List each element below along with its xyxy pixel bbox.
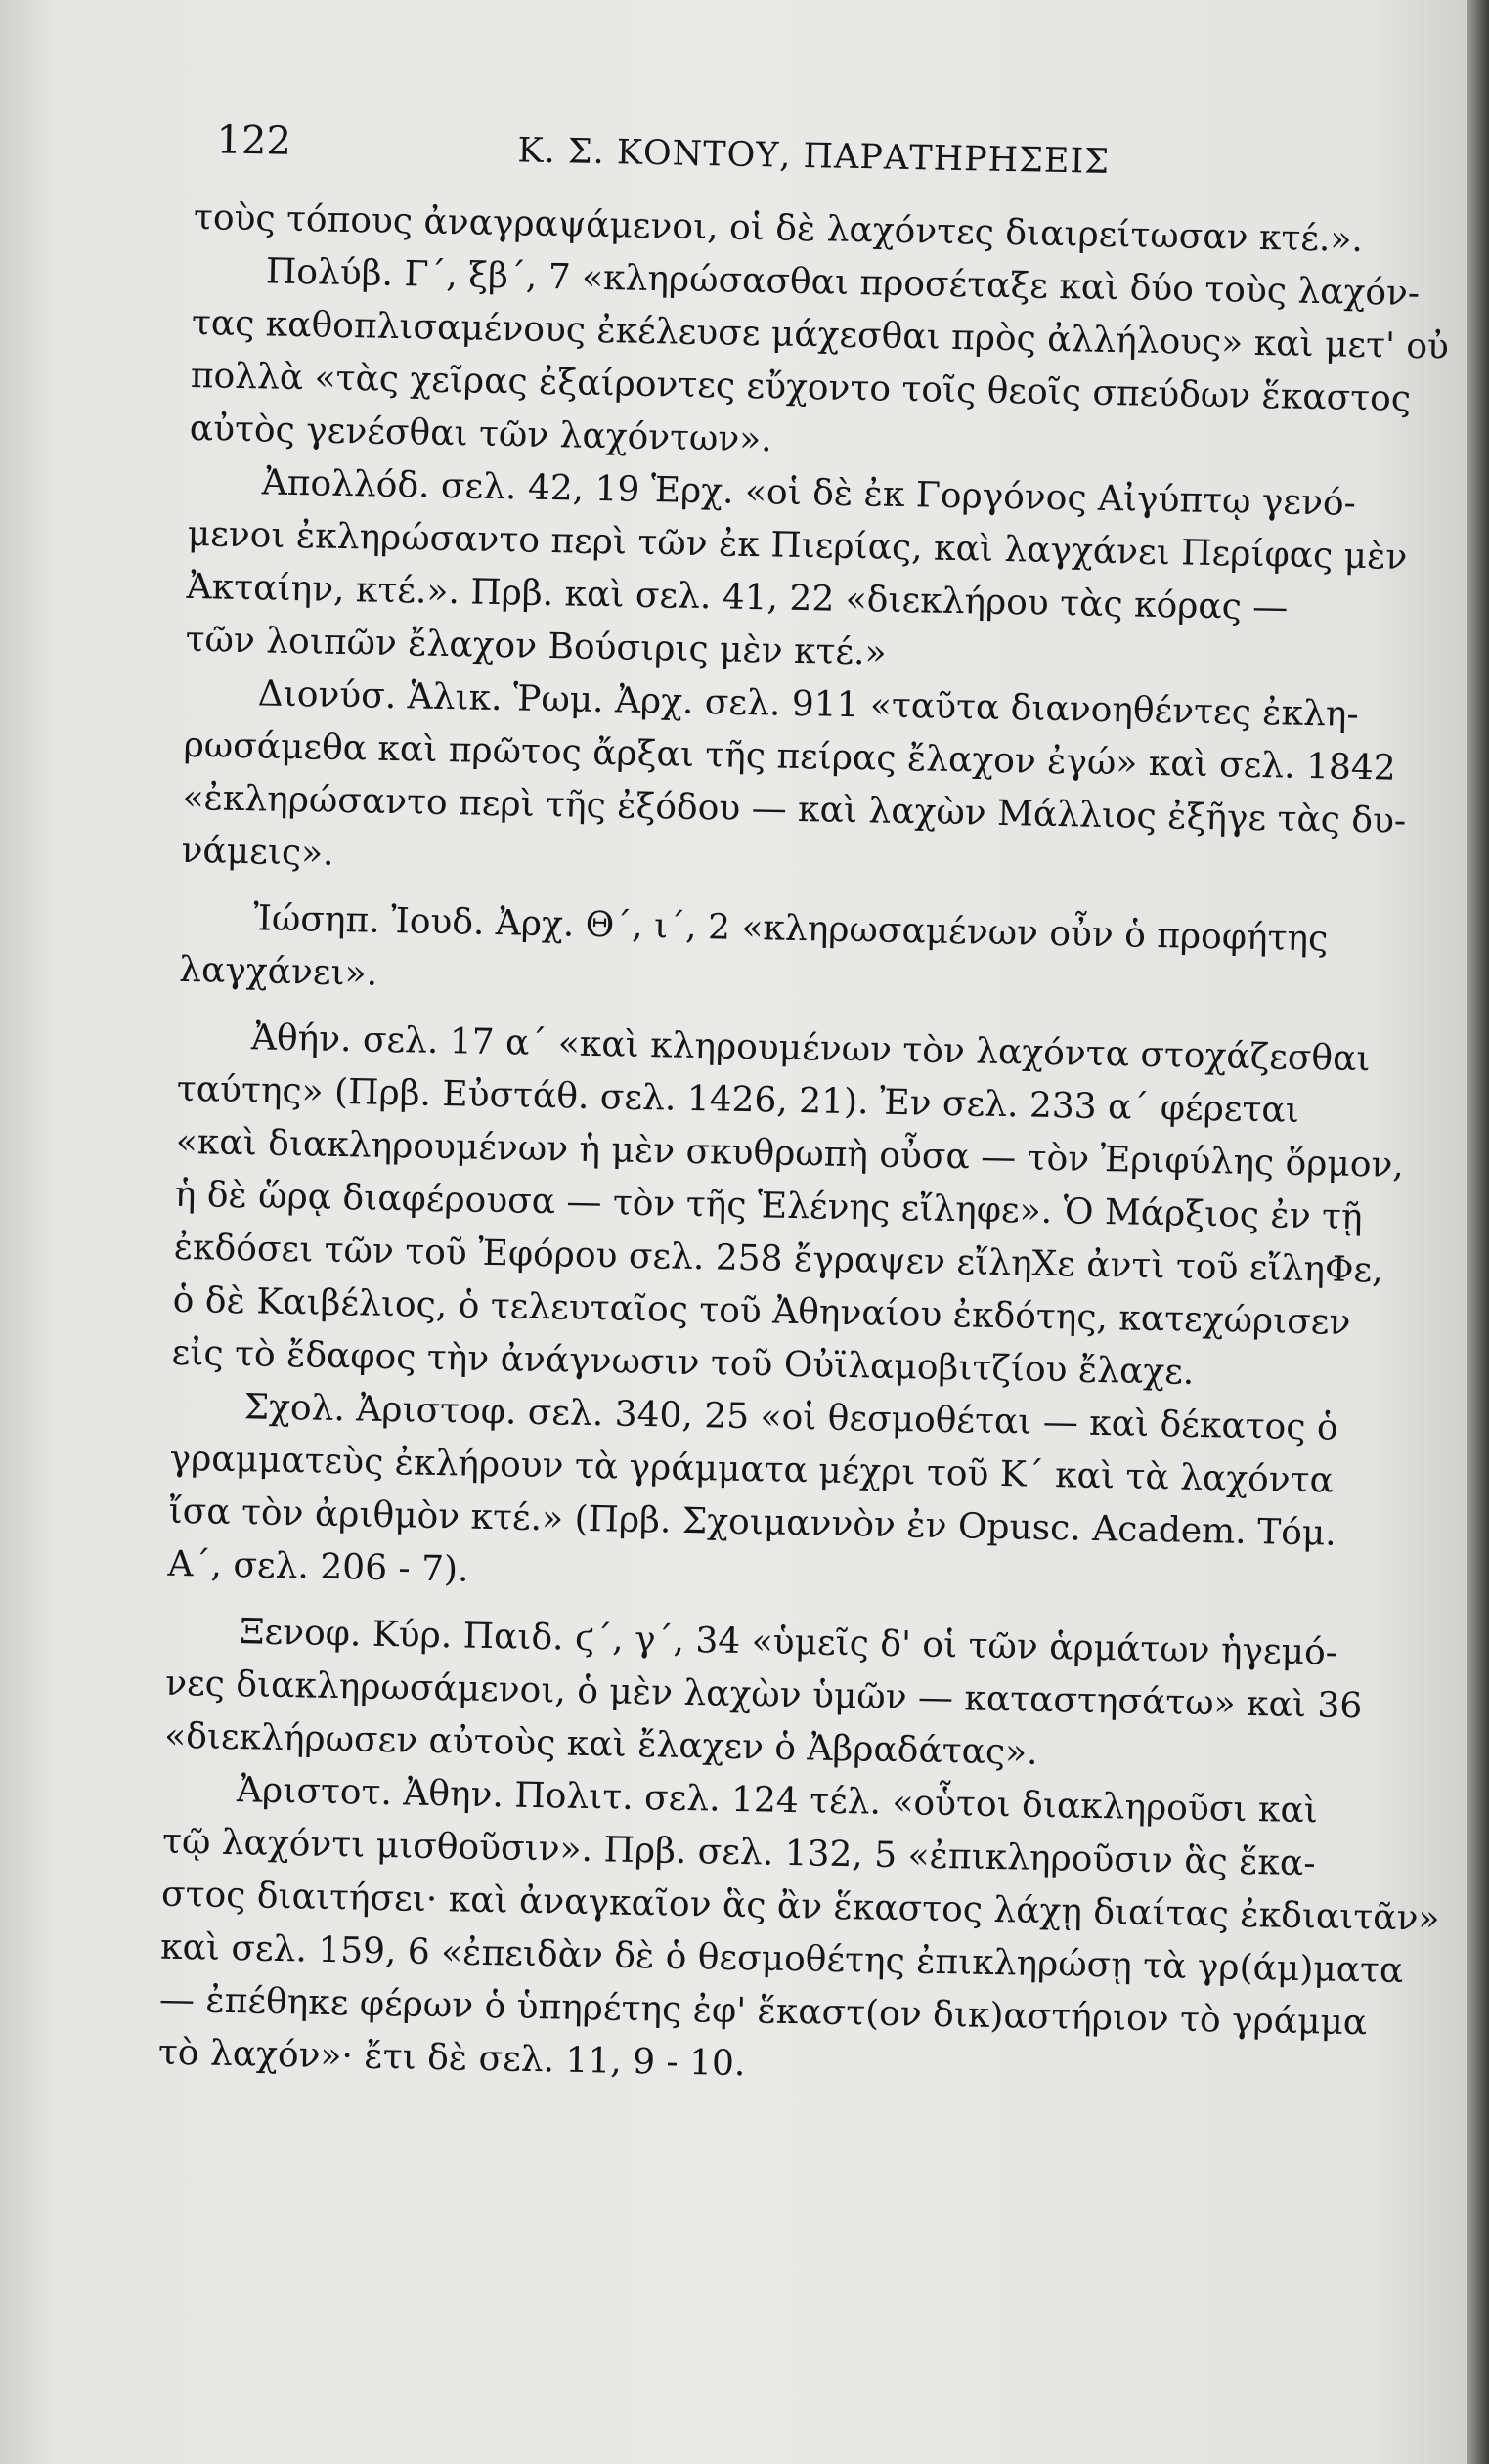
text-line: Ἀπολλόδ. σελ. 42, 19 Ἑρχ. «οἱ δὲ ἐκ Γοργόνος Αἰγύπτῳ γενό- — [261, 462, 1357, 524]
text-line: ἐκδόσει τῶν τοῦ Ἐφόρου σελ. 258 ἔγραψεν εἴληΧε ἀντὶ τοῦ εἴληΦε, — [173, 1227, 1384, 1291]
text-line: τῷ λαχόντι μισθοῦσιν». Πρβ. σελ. 132, 5 «ἐπικληροῦσιν ἃς ἕκα- — [161, 1821, 1316, 1884]
text-line: «καὶ διακληρουμένων ἡ μὲν σκυθρωπὴ οὖσα — τὸν Ἐριφύλης ὅρμον, — [175, 1121, 1405, 1186]
text-line: ρωσάμεθα καὶ πρῶτος ἄρξαι τῆς πείρας ἔλαχον ἐγώ» καὶ σελ. 1842 — [183, 724, 1397, 789]
text-line: ἡ δὲ ὥρᾳ διαφέρουσα — τὸν τῆς Ἑλένης εἴληφε». Ὁ Μάρξιος ἐν τῇ — [174, 1174, 1363, 1238]
text-block — [157, 117, 1450, 2102]
text-line: νες διακληρωσάμενοι, ὁ μὲν λαχὼν ὑμῶν — καταστησάτω» καὶ 36 — [164, 1663, 1363, 1727]
page-binding-edge — [1467, 0, 1489, 2464]
text-line: στος διαιτήσει· καὶ ἀναγκαῖον ἃς ἂν ἕκαστος λάχῃ διαίτας ἐκδιαιτᾶν» — [160, 1874, 1440, 1939]
text-line: Α΄, σελ. 206 - 7). — [167, 1543, 469, 1590]
text-line: Ἀθήν. σελ. 17 α΄ «καὶ κληρουμένων τὸν λαχόντα στοχάζεσθαι — [250, 1017, 1371, 1080]
text-line: Ἀκταίην, κτέ.». Πρβ. καὶ σελ. 41, 22 «διεκλήρου τὰς κόρας — — [186, 566, 1289, 628]
text-line: Ἰώσηπ. Ἰουδ. Ἀρχ. Θ΄, ι΄, 2 «κληρωσαμένων οὖν ὁ προφήτης — [252, 898, 1329, 960]
text-line: ὁ δὲ Καιβέλιος, ὁ τελευταῖος τοῦ Ἀθηναίου ἐκδότης, κατεχώρισεν — [172, 1279, 1351, 1343]
text-line: Σχολ. Ἀριστοφ. σελ. 340, 25 «οἱ θεσμοθέται — καὶ δέκατος ὁ — [243, 1387, 1338, 1448]
text-line: — ἐπέθηκε φέρων ὁ ὑπηρέτης ἐφ' ἕκαστ(ον δικ)αστήριον τὸ γράμμα — [158, 1979, 1368, 2044]
text-line: νάμεις». — [181, 830, 334, 874]
text-line: μενοι ἐκληρώσαντο περὶ τῶν ἐκ Πιερίας, καὶ λαγχάνει Περίφας μὲν — [187, 513, 1408, 578]
text-line: αὐτὸς γενέσθαι τῶν λαχόντων». — [189, 408, 773, 460]
text-line: λαγχάνει». — [178, 949, 378, 994]
text-line: ταύτης» (Πρβ. Εὐστάθ. σελ. 1426, 21). Ἐν σελ. 233 α΄ φέρεται — [176, 1068, 1300, 1131]
text-line: τας καθοπλισαμένους ἐκέλευσε μάχεσθαι πρὸς ἀλλήλους» καὶ μετ' οὐ — [191, 302, 1450, 367]
text-line: Ξενοφ. Κύρ. Παιδ. ϛ΄, γ΄, 34 «ὑμεῖς δ' οἱ τῶν ἁρμάτων ἡγεμό- — [239, 1612, 1338, 1673]
text-line: ἴσα τὸν ἀριθμὸν κτέ.» (Πρβ. Σχοιμαννὸν ἐν Opusc. Academ. Τόμ. — [168, 1491, 1337, 1554]
text-line: καὶ σελ. 159, 6 «ἐπειδὰν δὲ ὁ θεσμοθέτης ἐπικληρώσῃ τὰ γρ(άμ)ματα — [159, 1926, 1404, 1992]
text-line: Διονύσ. Ἁλικ. Ῥωμ. Ἀρχ. σελ. 911 «ταῦτα διανοηθέντες ἐκλη- — [257, 673, 1360, 735]
text-line: τῶν λοιπῶν ἔλαχον Βούσιρις μὲν κτέ.» — [185, 619, 887, 673]
text-line: «ἐκληρώσαντο περὶ τῆς ἐξόδου — καὶ λαχὼν Μάλλιος ἐξῆγε τὰς δυ- — [182, 777, 1407, 842]
text-line: τὸ λαχόν»· ἔτι δὲ σελ. 11, 9 - 10. — [157, 2032, 746, 2085]
running-title: Κ. Σ. ΚΟΝΤΟΥ, ΠΑΡΑΤΗΡΗΣΕΙΣ — [517, 131, 1111, 182]
page-number: 122 — [216, 117, 292, 164]
text-line: «διεκλήρωσεν αὐτοὺς καὶ ἔλαχεν ὁ Ἀβραδάτας». — [163, 1715, 1038, 1773]
text-line: γραμματεὺς ἐκλήρουν τὰ γράμματα μέχρι τοῦ Κ΄ καὶ τὰ λαχόντα — [169, 1438, 1335, 1501]
text-line: Πολύβ. Γ΄, ξβ΄, 7 «κληρώσασθαι προσέταξε καὶ δύο τοὺς λαχόν- — [265, 251, 1421, 315]
text-line: Ἀριστοτ. Ἀθην. Πολιτ. σελ. 124 τέλ. «οὗτοι διακληροῦσι καὶ — [236, 1770, 1319, 1832]
text-line: τοὺς τόπους ἀναγραψάμενοι, οἱ δὲ λαχόντες διαιρείτωσαν κτέ.». — [193, 196, 1364, 260]
text-line: εἰς τὸ ἔδαφος τὴν ἀνάγνωσιν τοῦ Οὐϊλαμοβιτζίου ἔλαχε. — [171, 1332, 1195, 1393]
text-line: πολλὰ «τὰς χεῖρας ἐξαίροντες εὔχοντο τοῖς θεοῖς σπεύδων ἕκαστος — [190, 355, 1412, 419]
